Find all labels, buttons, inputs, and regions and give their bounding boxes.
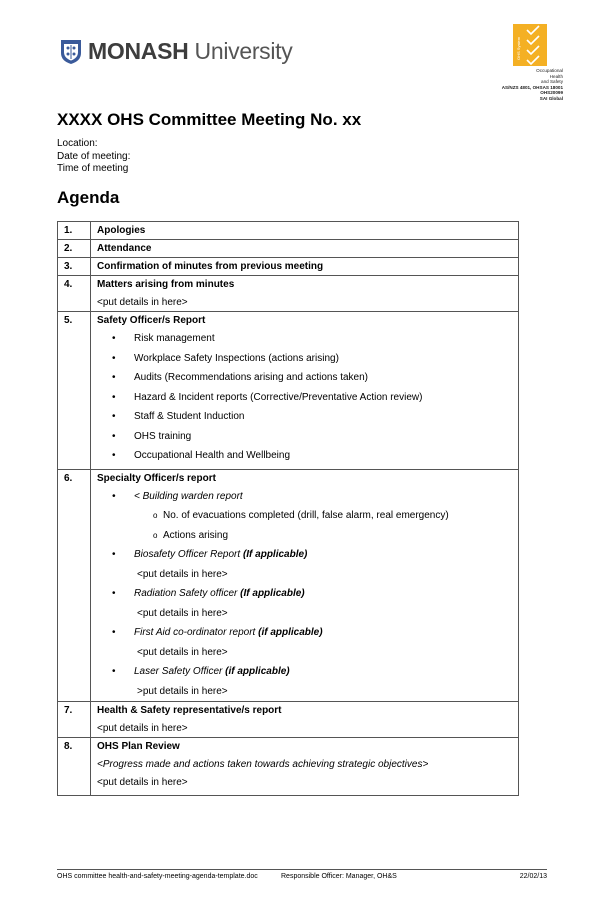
page-footer (57, 869, 547, 880)
time-label: Time of meeting (57, 163, 129, 174)
item-cell (91, 240, 519, 258)
item-detail: <put details in here> (137, 568, 228, 580)
meeting-details (57, 138, 130, 176)
item-detail: <Progress made and actions taken towards achieving strategic objectives> (97, 759, 429, 770)
page-header (0, 0, 603, 110)
agenda-row (58, 469, 519, 702)
item-detail: <put details in here> (97, 297, 188, 308)
footer-officer: Responsible Officer: Manager, OH&S (281, 873, 397, 880)
item-cell (91, 702, 519, 738)
list-item (97, 549, 512, 562)
cert-line: SAI Global (539, 95, 563, 101)
location-label: Location: (57, 138, 98, 149)
item-title: Matters arising from minutes (97, 279, 235, 290)
list-item: • Staff & Student Induction (97, 411, 512, 424)
item-cell (91, 312, 519, 470)
sub-list-item: o No. of evacuations completed (drill, false alarm, real emergency) (97, 510, 512, 523)
item-number: 4. (58, 276, 91, 312)
footer-date: 22/02/13 (519, 873, 547, 880)
monash-logo (60, 38, 292, 65)
item-cell (91, 276, 519, 312)
footer-filename: OHS committee health-and-safety-meeting-agenda-template.doc (57, 873, 258, 880)
date-label: Date of meeting: (57, 150, 131, 162)
item-title: Confirmation of minutes from previous meeting (97, 261, 324, 272)
item-title: Apologies (97, 225, 146, 236)
item-title: Specialty Officer/s report (97, 472, 216, 484)
list-item: • Occupational Health and Wellbeing (97, 450, 512, 463)
sub-list-item: o Actions arising (97, 530, 512, 543)
item-cell (91, 738, 519, 796)
item-number: 6. (58, 469, 91, 702)
crest-icon (60, 39, 82, 65)
item-title: Safety Officer/s Report (97, 315, 206, 326)
item-title: Attendance (97, 243, 152, 254)
item-number: 7. (58, 702, 91, 738)
ohs-system-badge (513, 24, 547, 66)
item-title: Health & Safety representative/s report (97, 705, 282, 716)
list-item (97, 588, 512, 601)
cert-line: OHS20099 (540, 90, 563, 96)
list-item: • Risk management (97, 333, 512, 346)
cert-line: Occupational (536, 68, 563, 73)
agenda-table (57, 221, 519, 796)
bullet-list (97, 491, 512, 504)
bullet-list (97, 666, 512, 679)
applicable-note: (If applicable) (242, 549, 308, 560)
bullet-list (97, 627, 512, 640)
item-detail: <put details in here> (137, 607, 228, 619)
list-item (97, 627, 512, 640)
agenda-row (58, 738, 519, 796)
certification-text (502, 68, 563, 102)
badge-label: OHS System (516, 36, 521, 60)
list-item: • < Building warden report (97, 491, 512, 504)
logo-bold: MONASH (88, 38, 189, 64)
item-detail: <put details in here> (137, 646, 228, 658)
officer-name: First Aid co-ordinator report (134, 627, 259, 638)
cert-line: and Safety (541, 79, 563, 85)
item-number: 2. (58, 240, 91, 258)
item-detail: <put details in here> (97, 777, 188, 788)
cert-line: Health (549, 73, 563, 79)
item-cell (91, 258, 519, 276)
bullet-list (97, 333, 512, 463)
bullet-list (97, 549, 512, 562)
applicable-note: (if applicable) (258, 627, 323, 638)
item-number: 5. (58, 312, 91, 470)
cert-line: AS/NZS 4801, OHSAS 18001 (501, 84, 563, 90)
list-item (97, 666, 512, 679)
item-number: 3. (58, 258, 91, 276)
item-number: 8. (58, 738, 91, 796)
agenda-row (58, 258, 519, 276)
agenda-row (58, 702, 519, 738)
agenda-heading: Agenda (57, 188, 120, 207)
item-number: 1. (58, 222, 91, 240)
agenda-row (58, 276, 519, 312)
bullet-list (97, 588, 512, 601)
list-item: • OHS training (97, 431, 512, 444)
document-title: XXXX OHS Committee Meeting No. xx (57, 110, 362, 129)
officer-name: Radiation Safety officer (134, 588, 241, 599)
sub-list (97, 510, 512, 542)
officer-name: Laser Safety Officer (134, 666, 226, 677)
logo-wordmark (88, 38, 292, 65)
agenda-row (58, 240, 519, 258)
list-item: • Workplace Safety Inspections (actions arising) (97, 353, 512, 366)
agenda-row (58, 312, 519, 470)
list-item: • Hazard & Incident reports (Corrective/Preventative Action review) (97, 392, 512, 405)
list-item: • Audits (Recommendations arising and actions taken) (97, 372, 512, 385)
applicable-note: (if applicable) (225, 666, 290, 677)
item-detail: >put details in here> (137, 685, 228, 697)
logo-rest: University (188, 38, 293, 64)
applicable-note: (If applicable) (240, 588, 305, 599)
agenda-row (58, 222, 519, 240)
item-cell (91, 222, 519, 240)
item-detail: <put details in here> (97, 723, 188, 734)
item-title: OHS Plan Review (97, 741, 180, 752)
item-cell (91, 469, 519, 702)
officer-name: Biosafety Officer Report (134, 549, 243, 560)
